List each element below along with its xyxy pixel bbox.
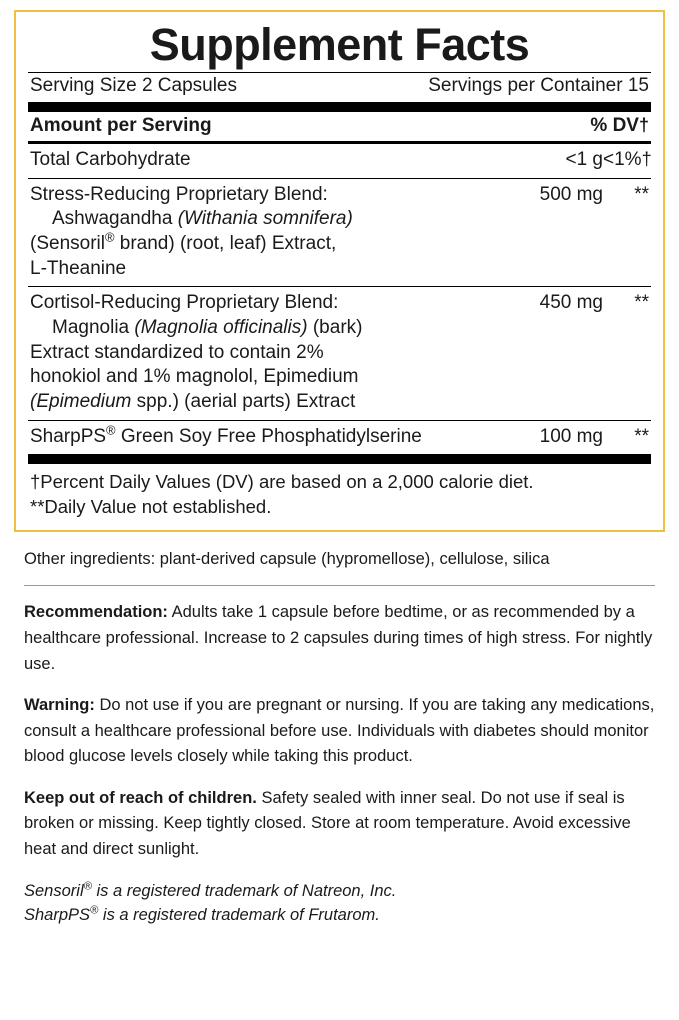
panel-title: Supplement Facts [149,19,530,70]
blend-line-4-latin: (Epimedium [30,391,132,413]
nutrient-amount: 450 mg [539,292,603,314]
warning-paragraph [24,693,655,770]
divider-thick-bottom [28,454,651,464]
trademark-sensoril-text: is a registered trademark of Natreon, Inc. [91,881,397,900]
recommendation-text: Adults take 1 capsule before bedtime, or as recommended by a healthcare professional. Increase to 2 capsules during times of high stress. For nightly use. [24,603,653,673]
recommendation-paragraph [24,600,655,677]
nutrient-amount: <1 g [565,148,603,170]
blend-line-1-text: Ashwagandha [52,208,178,230]
footnote-dv-not-established: **Daily Value not established. [30,496,272,518]
nutrient-amount: 100 mg [539,425,603,447]
trademark-notes [24,879,655,929]
nutrient-dv: ** [634,425,649,447]
keep-out-paragraph [24,786,655,863]
warning-label: Warning: [24,696,95,715]
recommendation-label: Recommendation: [24,603,168,622]
blend-line-1-latin: (Withania somnifera) [177,208,353,230]
registered-mark: ® [106,422,116,438]
nutrient-name [30,291,540,414]
nutrient-name [30,183,540,282]
trademark-sharpps-name: SharpPS [24,906,91,925]
nutrient-name-text: SharpPS [30,425,107,447]
trademark-sharpps [24,903,655,928]
blend-line-3: honokiol and 1% magnolol, Epimedium [30,366,359,388]
blend-line-3: L-Theanine [30,257,127,279]
percent-dv-header [590,115,649,137]
blend-line-4 [30,390,534,415]
trademark-sensoril [24,879,655,904]
table-row [28,179,651,287]
table-row [28,421,651,455]
table-row [28,287,651,419]
blend-line-2-text: (Sensoril [30,232,105,254]
blend-heading: Cortisol-Reducing Proprietary Blend: [30,292,339,314]
section-divider [24,585,655,586]
nutrient-name-rest: Green Soy Free Phosphatidylserine [115,425,422,447]
divider-thick-top [28,102,651,112]
percent-dv-text: % DV [590,114,639,136]
blend-line-1-rest: (bark) [307,317,363,339]
trademark-sensoril-name: Sensoril [24,881,84,900]
keep-out-label: Keep out of reach of children. [24,788,257,807]
servings-per-container-label: Servings per Container 15 [428,74,649,96]
nutrient-amount: 500 mg [539,183,603,205]
blend-line-2: Extract standardized to contain 2% [30,341,324,363]
registered-mark: ® [83,880,92,893]
other-ingredients: Other ingredients: plant-derived capsule (hypromellose), cellulose, silica [24,550,550,569]
amount-per-serving-row [28,112,651,141]
serving-info-row [28,73,651,102]
blend-line-2-rest: brand) (root, leaf) Extract, [114,232,337,254]
footnote-daily-values: †Percent Daily Values (DV) are based on a 2,000 calorie diet. [30,471,534,493]
blend-line-4-rest: spp.) (aerial parts) Extract [131,391,356,413]
amount-per-serving-label: Amount per Serving [30,114,212,136]
supplement-facts-panel [14,10,665,532]
blend-line-1 [30,207,534,232]
panel-footnotes [28,464,651,520]
keep-out-text: Safety sealed with inner seal. Do not use if seal is broken or missing. Keep tightly closed. Store at room temperature. Avoid excessive heat and direct sunlight. [24,788,631,858]
registered-mark: ® [104,229,115,245]
nutrient-name: Total Carbohydrate [30,148,191,170]
registered-mark: ® [90,904,99,917]
blend-line-1-latin: (Magnolia officinalis) [134,317,308,339]
serving-size-label: Serving Size 2 Capsules [30,74,237,96]
nutrient-dv [603,148,652,173]
blend-line-1-text: Magnolia [52,317,135,339]
lower-text-block [14,532,665,928]
blend-line-1 [30,316,534,341]
warning-text: Do not use if you are pregnant or nursing. If you are taking any medications, consult a healthcare professional before use. Individuals with diabetes should monitor blood glucose levels closely while taking this product. [24,696,655,766]
nutrient-dv: ** [634,292,649,314]
nutrient-dv: ** [634,183,649,205]
blend-heading: Stress-Reducing Proprietary Blend: [30,183,328,205]
nutrient-dv-dagger: † [641,148,652,169]
nutrient-dv-value: <1% [603,148,642,170]
blend-line-2 [30,229,534,257]
table-row [28,144,651,178]
trademark-sharpps-text: is a registered trademark of Frutarom. [98,906,380,925]
nutrient-name [30,422,540,450]
dv-dagger: † [638,114,649,135]
